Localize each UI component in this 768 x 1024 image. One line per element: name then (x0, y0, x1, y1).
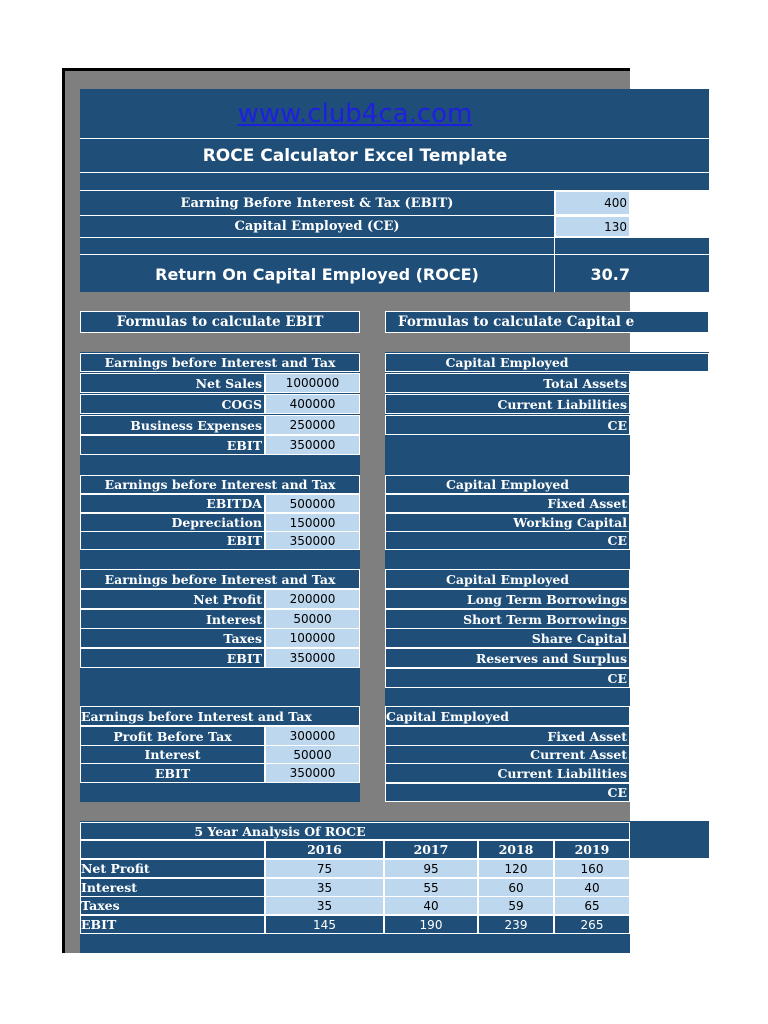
analysis-title: 5 Year Analysis Of ROCE (80, 822, 630, 840)
analysis-net-profit-2016[interactable]: 75 (265, 859, 384, 878)
analysis-interest-2018[interactable]: 60 (478, 878, 554, 897)
ce-block-2-label-ce: CE (385, 531, 630, 550)
ebit-block-3-label-net-profit: Net Profit (80, 589, 265, 609)
ebit-block-4-label-ebit: EBIT (80, 763, 265, 783)
analysis-ebit-2019: 265 (554, 915, 630, 934)
ebit-input[interactable]: 400 (555, 191, 630, 215)
ce-block-3-label-reserves-surplus: Reserves and Surplus (385, 648, 630, 668)
ebit-block-3-input-interest[interactable]: 50000 (265, 609, 360, 629)
ce-input[interactable]: 130 (555, 216, 630, 237)
analysis-net-profit-2019[interactable]: 160 (554, 859, 630, 878)
ebit-block-4-title: Earnings before Interest and Tax (80, 706, 360, 726)
ce-block-1-label-total-assets: Total Assets (385, 373, 630, 393)
analysis-year-2017: 2017 (384, 840, 478, 859)
analysis-year-2018: 2018 (478, 840, 554, 859)
analysis-row-net-profit: Net Profit (80, 859, 265, 878)
analysis-taxes-2018[interactable]: 59 (478, 896, 554, 915)
ce-block-3-label-ce: CE (385, 668, 630, 688)
ebit-block-1-label-cogs: COGS (80, 394, 265, 414)
page-title: ROCE Calculator Excel Template (202, 146, 508, 166)
ce-block-2-title: Capital Employed (385, 475, 630, 494)
analysis-interest-2016[interactable]: 35 (265, 878, 384, 897)
analysis-net-profit-2018[interactable]: 120 (478, 859, 554, 878)
ebit-label: Earning Before Interest & Tax (EBIT) (180, 196, 454, 211)
ebit-block-3-title: Earnings before Interest and Tax (80, 569, 360, 589)
ebit-block-3-label-ebit: EBIT (80, 648, 265, 668)
roce-result: 30.7 (590, 264, 630, 284)
ebit-block-3-input-taxes[interactable]: 100000 (265, 628, 360, 648)
ebit-block-1-label-business-expenses: Business Expenses (80, 415, 265, 435)
analysis-row-interest: Interest (80, 878, 265, 897)
analysis-ebit-2017: 190 (384, 915, 478, 934)
ebit-block-1-label-net-sales: Net Sales (80, 373, 265, 393)
ebit-block-2-input-depreciation[interactable]: 150000 (265, 513, 360, 532)
analysis-net-profit-2017[interactable]: 95 (384, 859, 478, 878)
ebit-block-4-result-ebit: 350000 (265, 763, 360, 783)
ce-block-4-label-ce: CE (385, 783, 630, 802)
analysis-year-2016: 2016 (265, 840, 384, 859)
ce-block-3-label-share-capital: Share Capital (385, 628, 630, 648)
ebit-block-2-label-ebit: EBIT (80, 531, 265, 550)
analysis-ebit-2016: 145 (265, 915, 384, 934)
ce-block-2-label-fixed-asset: Fixed Asset (385, 494, 630, 513)
ce-block-4-label-current-liabilities: Current Liabilities (385, 763, 630, 783)
ebit-block-1-input-net-sales[interactable]: 1000000 (265, 373, 360, 393)
ebit-block-2-input-ebitda[interactable]: 500000 (265, 494, 360, 513)
ebit-block-1-title: Earnings before Interest and Tax (80, 353, 360, 372)
ebit-block-1-label-ebit: EBIT (80, 435, 265, 455)
analysis-interest-2017[interactable]: 55 (384, 878, 478, 897)
ce-block-4-label-current-asset: Current Asset (385, 745, 630, 764)
ebit-block-1-input-business-expenses[interactable]: 250000 (265, 415, 360, 435)
ebit-block-2-title: Earnings before Interest and Tax (80, 475, 360, 494)
ebit-block-4-input-interest[interactable]: 50000 (265, 745, 360, 764)
ebit-block-1-input-cogs[interactable]: 400000 (265, 394, 360, 414)
ce-block-2-label-working-capital: Working Capital (385, 513, 630, 532)
analysis-interest-2019[interactable]: 40 (554, 878, 630, 897)
ce-label: Capital Employed (CE) (234, 219, 400, 234)
ce-block-1-title: Capital Employed (385, 353, 709, 372)
ce-block-1-label-current-liabilities: Current Liabilities (385, 394, 630, 414)
ce-block-3-label-long-term-borrowings: Long Term Borrowings (385, 589, 630, 609)
analysis-year-header-blank (80, 840, 265, 859)
ce-block-4-label-fixed-asset: Fixed Asset (385, 726, 630, 746)
ebit-formulas-header: Formulas to calculate EBIT (80, 311, 360, 333)
ebit-block-3-label-taxes: Taxes (80, 628, 265, 648)
website-link[interactable]: www.club4ca.com (237, 99, 473, 129)
ebit-block-3-label-interest: Interest (80, 609, 265, 629)
ebit-block-2-label-ebitda: EBITDA (80, 494, 265, 513)
ce-block-4-title: Capital Employed (385, 706, 630, 726)
ce-formulas-header: Formulas to calculate Capital e (385, 311, 709, 333)
analysis-year-2019: 2019 (554, 840, 630, 859)
ce-block-3-label-short-term-borrowings: Short Term Borrowings (385, 609, 630, 629)
ce-block-3-title: Capital Employed (385, 569, 630, 589)
ebit-block-2-result-ebit: 350000 (265, 531, 360, 550)
ebit-block-4-input-pbt[interactable]: 300000 (265, 726, 360, 746)
roce-label: Return On Capital Employed (ROCE) (155, 264, 479, 284)
analysis-ebit-2018: 239 (478, 915, 554, 934)
analysis-taxes-2019[interactable]: 65 (554, 896, 630, 915)
ebit-block-3-input-net-profit[interactable]: 200000 (265, 589, 360, 609)
ebit-block-4-label-interest: Interest (80, 745, 265, 764)
analysis-taxes-2017[interactable]: 40 (384, 896, 478, 915)
ebit-block-3-result-ebit: 350000 (265, 648, 360, 668)
analysis-row-taxes: Taxes (80, 896, 265, 915)
ebit-block-4-label-pbt: Profit Before Tax (80, 726, 265, 746)
ebit-block-1-result-ebit: 350000 (265, 435, 360, 455)
ce-block-1-label-ce: CE (385, 415, 630, 435)
analysis-row-ebit: EBIT (80, 915, 265, 934)
ebit-block-2-label-depreciation: Depreciation (80, 513, 265, 532)
analysis-taxes-2016[interactable]: 35 (265, 896, 384, 915)
